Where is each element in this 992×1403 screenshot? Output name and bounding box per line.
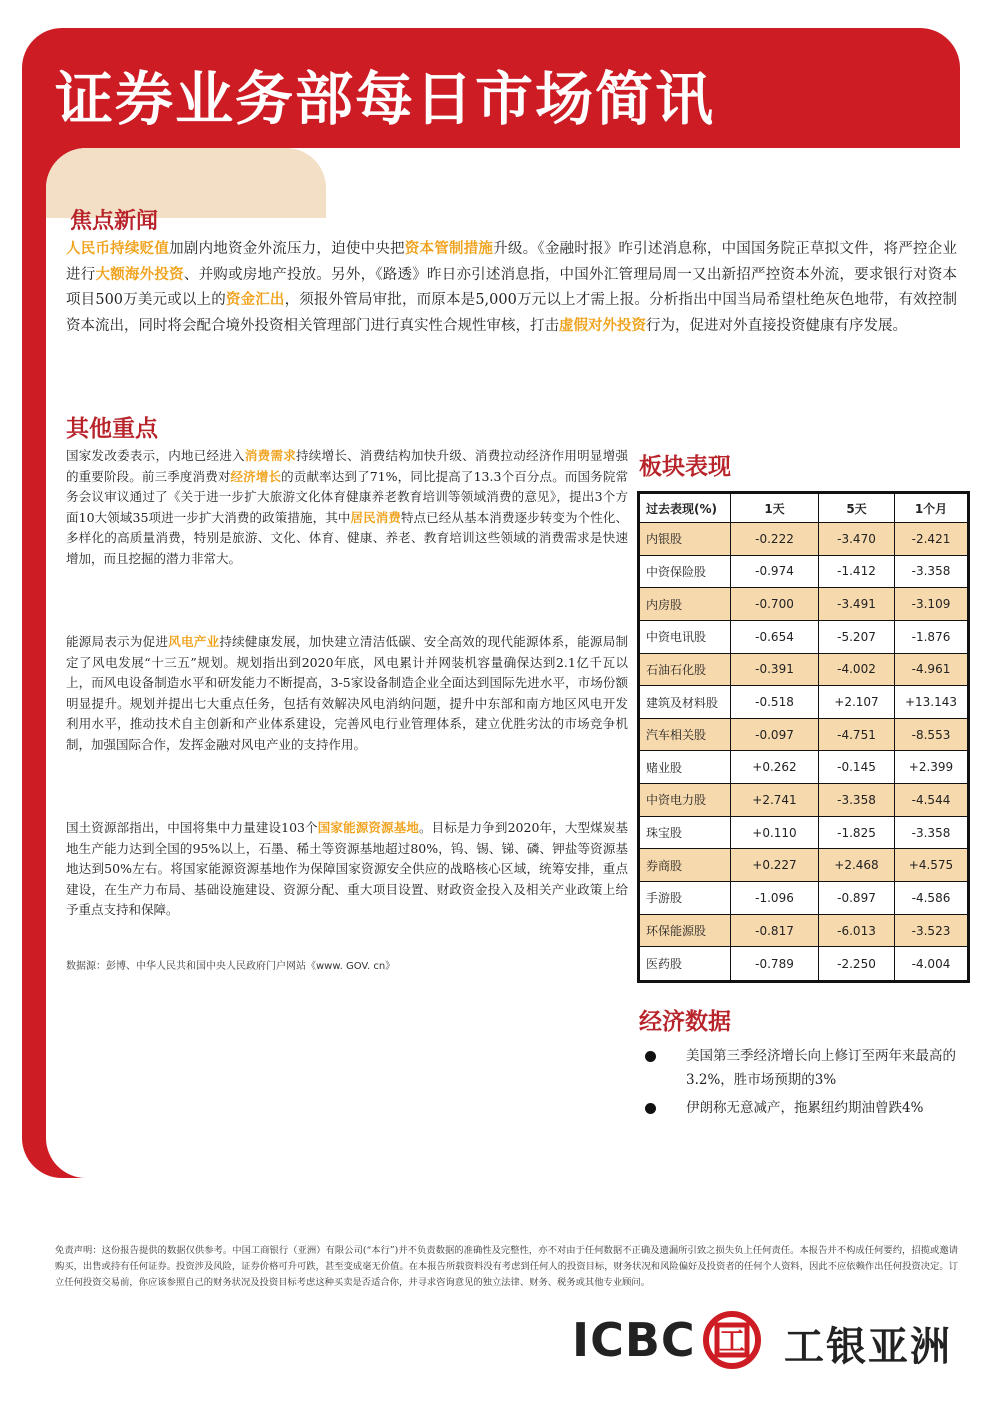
value-5d-cell: -4.002	[819, 653, 895, 686]
value-1d-cell: -0.974	[731, 555, 819, 588]
text-span: 特点已经从基本消费逐步转变为个性化、多样化的高质量消费，特别是旅游、文化、体育、健康、养老、教育培训这些领域的消费需求是快速增加，而且挖掘的潜力非常大。	[66, 509, 628, 566]
logo-en: ICBC	[572, 1313, 696, 1367]
value-1m-cell: +4.575	[895, 849, 969, 882]
data-source: 数据源：彭博、中华人民共和国中央人民政府门户网站《www. GOV. cn》	[66, 961, 396, 972]
economy-list	[645, 1044, 965, 1124]
keyword: 虚假对外投资	[559, 317, 646, 334]
value-1m-cell: +2.399	[895, 751, 969, 784]
table-row	[639, 914, 969, 947]
sector-name-cell: 手游股	[639, 882, 731, 915]
text-span: 国土资源部指出，中国将集中力量建设103个	[66, 820, 318, 835]
sector-name-cell: 中资保险股	[639, 555, 731, 588]
sector-name-cell: 内房股	[639, 588, 731, 621]
value-1m-cell: -2.421	[895, 523, 969, 556]
value-5d-cell: -4.751	[819, 718, 895, 751]
text-span: 加剧内地资金外流压力，迫使中央把	[169, 241, 405, 257]
page-title: 证券业务部每日市场简讯	[55, 65, 716, 133]
other-news-heading: 其他重点	[66, 416, 158, 442]
table-header-row	[639, 493, 969, 523]
table-row	[639, 947, 969, 982]
text-span: 。目标是力争到2020年，大型煤炭基地生产能力达到全国的95%以上，石墨、稀土等资源基地超过80%，钨、锡、锑、磷、钾盐等资源基地达到50%左右。将国家能源资源基地作为保障国家资源安全供应的战略核心区域，统筹安排，重点建设，在生产力布局、基础设施建设、资源分配、重大项目设置、财政资金投入及相关产业政策上给予重点支持和保障。	[66, 820, 628, 917]
table-row	[639, 620, 969, 653]
focus-news-paragraph	[66, 237, 957, 339]
value-1d-cell: +0.227	[731, 849, 819, 882]
column-header: 过去表现(%)	[639, 493, 731, 523]
news-paragraph-consumption	[66, 446, 628, 569]
column-header: 5天	[819, 493, 895, 523]
sector-name-cell: 中资电讯股	[639, 620, 731, 653]
value-1d-cell: +0.110	[731, 816, 819, 849]
news-paragraph-wind-power	[66, 632, 628, 755]
value-1m-cell: -4.004	[895, 947, 969, 982]
sector-name-cell: 内银股	[639, 523, 731, 556]
table-row	[639, 882, 969, 915]
text-span: 的贡献率达到了71%，同比提高了13.3个百分点。而国务院常务会议审议通过了《关于进一步扩大旅游文化体育健康养老教育培训等领域消费的意见》，提出3个方面10大领域35项进一步扩大消费的政策措施，其中	[66, 468, 628, 525]
value-5d-cell: -0.897	[819, 882, 895, 915]
value-5d-cell: +2.107	[819, 686, 895, 719]
table-row	[639, 653, 969, 686]
value-5d-cell: -3.358	[819, 784, 895, 817]
list-item-text: 伊朗称无意减产，拖累纽约期油曾跌4%	[686, 1100, 924, 1116]
keyword: 风电产业	[168, 634, 220, 649]
keyword: 居民消费	[350, 509, 401, 525]
text-span: 升级。《金融时报》昨引述消息称，中国国务院正草拟文件，将严控企业进行	[66, 241, 958, 283]
table-body	[639, 523, 969, 982]
keyword: 消费需求	[244, 448, 297, 463]
keyword: 资本管制措施	[404, 241, 494, 257]
sector-performance-table	[637, 491, 970, 983]
value-1d-cell: -0.700	[731, 588, 819, 621]
news-paragraph-resources	[66, 818, 628, 921]
value-5d-cell: -1.825	[819, 816, 895, 849]
value-1m-cell: -4.586	[895, 882, 969, 915]
column-header: 1天	[731, 493, 819, 523]
focus-news-heading: 焦点新闻	[70, 209, 159, 234]
value-5d-cell: -2.250	[819, 947, 895, 982]
table-row	[639, 686, 969, 719]
table-row	[639, 555, 969, 588]
text-span: 国家发改委表示，内地已经进入	[66, 448, 245, 463]
sector-name-cell: 券商股	[639, 849, 731, 882]
table-row	[639, 751, 969, 784]
sector-name-cell: 石油石化股	[639, 653, 731, 686]
text-span: ，须报外管局审批，而原本是5,000万元以上才需上报。分析指出中国当局希望杜绝灰色地带，有效控制资本流出，同时将会配合境外投资相关管理部门进行真实性合规性审核，打击	[66, 292, 957, 334]
keyword: 经济增长	[230, 468, 282, 484]
table-row	[639, 849, 969, 882]
value-1d-cell: -0.817	[731, 914, 819, 947]
value-5d-cell: -1.412	[819, 555, 895, 588]
sector-name-cell: 赌业股	[639, 751, 731, 784]
value-1d-cell: -0.518	[731, 686, 819, 719]
sector-name-cell: 中资电力股	[639, 784, 731, 817]
value-1m-cell: -1.876	[895, 620, 969, 653]
value-5d-cell: -5.207	[819, 620, 895, 653]
value-1d-cell: -0.222	[731, 523, 819, 556]
keyword: 人民币持续贬值	[66, 241, 170, 257]
logo-zh: 工银亚洲	[784, 1324, 952, 1370]
value-1d-cell: -0.391	[731, 653, 819, 686]
economy-heading: 经济数据	[639, 1009, 731, 1035]
keyword: 大额海外投资	[95, 266, 184, 283]
emblem-glyph: 工	[718, 1327, 746, 1357]
value-5d-cell: -0.145	[819, 751, 895, 784]
table-row	[639, 718, 969, 751]
keyword: 资金汇出	[225, 292, 285, 308]
value-1m-cell: -3.358	[895, 555, 969, 588]
sector-heading: 板块表现	[639, 454, 731, 480]
report-date: 30 NOV 2016	[728, 164, 948, 185]
value-1d-cell: -0.654	[731, 620, 819, 653]
table-row	[639, 588, 969, 621]
table-row	[639, 523, 969, 556]
disclaimer: 免责声明：这份报告提供的数据仅供参考。中国工商银行（亚洲）有限公司(“本行”)并不负责数据的准确性及完整性，亦不对由于任何数据不正确及遗漏所引致之损失负上任何责任。本报告并不构成任何要约，招揽或邀请购买，出售或持有任何证券。投资涉及风险，证券价格可升可跌，甚至变成毫无价值。在本报告所载资料没有考虑到任何人的投资目标，财务状况和风险偏好及投资者的任何个人资料，因此不应依赖作出任何投资决定。订立任何投资交易前，你应该参照自己的财务状况及投资目标考虑这种买卖是否适合你，并寻求咨询意见的独立法律、财务、税务或其他专业顾问。	[55, 1245, 958, 1288]
value-5d-cell: +2.468	[819, 849, 895, 882]
sector-name-cell: 汽车相关股	[639, 718, 731, 751]
text-span: 能源局表示为促进	[66, 634, 169, 649]
table-row	[639, 784, 969, 817]
value-1m-cell: -4.961	[895, 653, 969, 686]
value-1d-cell: +2.741	[731, 784, 819, 817]
value-1d-cell: -0.097	[731, 718, 819, 751]
bullet-icon	[645, 1051, 656, 1062]
text-span: 持续增长、消费结构加快升级、消费拉动经济作用明显增强的重要阶段。前三季度消费对	[66, 448, 628, 484]
value-1m-cell: -3.109	[895, 588, 969, 621]
value-1d-cell: -0.789	[731, 947, 819, 982]
icbc-emblem-icon	[702, 1310, 762, 1370]
value-1d-cell: -1.096	[731, 882, 819, 915]
value-1m-cell: +13.143	[895, 686, 969, 719]
value-5d-cell: -3.491	[819, 588, 895, 621]
list-item	[645, 1096, 965, 1120]
icbc-logo	[572, 1310, 962, 1370]
value-5d-cell: -6.013	[819, 914, 895, 947]
value-5d-cell: -3.470	[819, 523, 895, 556]
bullet-icon	[645, 1103, 656, 1114]
text-span: 、并购或房地产投放。另外，《路透》昨日亦引述消息指，中国外汇管理局周一又出新招严控资本外流，要求银行对资本项目500万美元或以上的	[66, 266, 958, 308]
value-1m-cell: -4.544	[895, 784, 969, 817]
value-1m-cell: -3.523	[895, 914, 969, 947]
sector-name-cell: 珠宝股	[639, 816, 731, 849]
list-item-text: 美国第三季经济增长向上修订至两年来最高的3.2%，胜市场预期的3%	[686, 1048, 956, 1088]
value-1d-cell: +0.262	[731, 751, 819, 784]
column-header: 1个月	[895, 493, 969, 523]
table-row	[639, 816, 969, 849]
value-1m-cell: -3.358	[895, 816, 969, 849]
sector-name-cell: 医药股	[639, 947, 731, 982]
list-item	[645, 1044, 965, 1092]
sector-name-cell: 环保能源股	[639, 914, 731, 947]
text-span: 持续健康发展，加快建立清洁低碳、安全高效的现代能源体系，能源局制定了风电发展“十三五”规划。规划指出到2020年底，风电累计并网装机容量确保达到2.1亿千瓦以上，而风电设备制造水平和研发能力不断提高，3-5家设备制造企业全面达到国际先进水平，市场份额明显提升。规划并提出七大重点任务，包括有效解决风电消纳问题，提升中东部和南方地区风电开发利用水平，推动技术自主创新和产业体系建设，完善风电行业管理体系，建立优胜劣汰的市场竞争机制，加强国际合作，发挥金融对风电产业的支持作用。	[66, 634, 628, 752]
value-1m-cell: -8.553	[895, 718, 969, 751]
keyword: 国家能源资源基地	[317, 820, 420, 835]
text-span: 行为，促进对外直接投资健康有序发展。	[646, 317, 907, 334]
sector-name-cell: 建筑及材料股	[639, 686, 731, 719]
